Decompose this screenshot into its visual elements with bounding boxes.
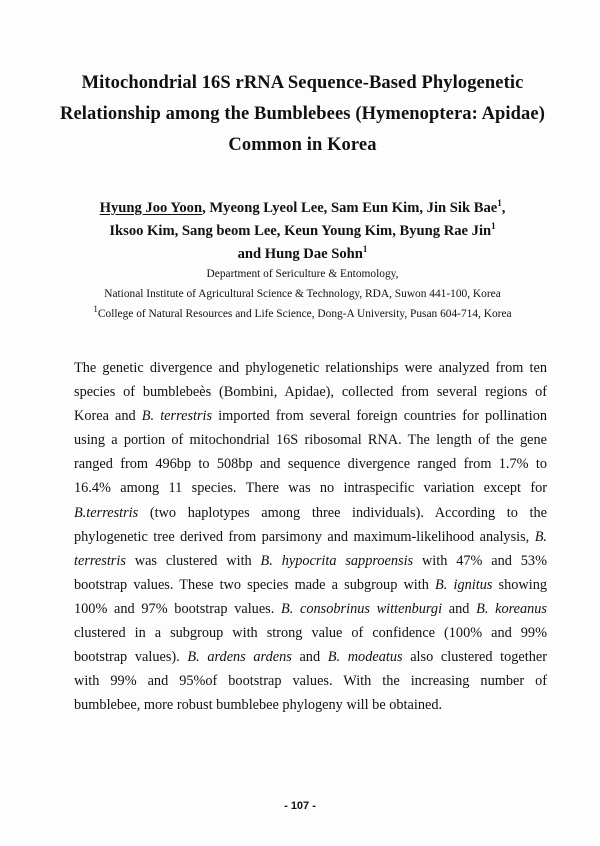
species-name: B. terrestris <box>141 408 213 425</box>
author-line-2 <box>40 220 565 243</box>
abstract-line: bumblebee, more robust bumblebee phylogeny will be obtained. <box>74 697 443 714</box>
species-name: B. ardens ardens <box>187 649 292 666</box>
abstract-text: (two haplotypes among three individuals). According to the <box>138 504 547 521</box>
abstract-text: Korea and <box>74 408 142 425</box>
abstract-line <box>74 501 547 525</box>
abstract-line: ranged from 496bp to 508bp and sequence divergence ranged from 1.7% to <box>74 456 547 473</box>
abstract-line <box>74 404 547 428</box>
abstract-line: with 99% and 95%of bootstrap values. With the increasing number of <box>74 673 547 690</box>
affiliation-line-2: National Institute of Agricultural Science & Technology, RDA, Suwon 441-100, Korea <box>104 288 501 300</box>
author-line-3 <box>40 243 565 266</box>
abstract-text: showing <box>492 576 548 593</box>
affiliation-marker: 1 <box>93 304 98 315</box>
affiliation-line-3-text: College of Natural Resources and Life Science, Dong-A University, Pusan 604-714, Korea <box>97 308 512 320</box>
species-name: B. ignitus <box>435 576 493 593</box>
abstract-line <box>74 549 547 573</box>
affiliation-line-1: Department of Sericulture & Entomology, <box>206 268 399 280</box>
species-name: B. modeatus <box>327 649 403 666</box>
abstract-line: clustered in a subgroup with strong value of confidence (100% and 99% <box>74 625 547 642</box>
title-line-3: Common in Korea <box>228 135 377 155</box>
author-list <box>40 197 565 266</box>
title-line-1: Mitochondrial 16S rRNA Sequence-Based Phylogenetic <box>81 73 524 93</box>
title-line-2: Relationship among the Bumblebees (Hymenoptera: Apidae) <box>60 104 545 124</box>
author-line-1: Hyung Joo Yoon, Myeong Lyeol Lee, Sam Eun Kim, Jin Sik Bae$^1$, <box>99 198 506 216</box>
abstract-text: with 47% and 53% <box>413 552 547 569</box>
abstract-line <box>74 573 547 597</box>
abstract-line: 16.4% among 11 species. There was no intraspecific variation except for <box>74 480 547 497</box>
first-author: Hyung Joo Yoon <box>99 200 203 216</box>
abstract-text: phylogenetic tree derived from parsimony and maximum-likelihood analysis, <box>74 528 535 545</box>
species-name: B.terrestris <box>74 504 139 521</box>
abstract-line <box>74 597 547 621</box>
abstract-text: was clustered with <box>125 552 261 569</box>
affiliation-line-3 <box>40 304 565 324</box>
abstract-text: and <box>291 649 328 666</box>
abstract-body <box>74 356 547 717</box>
affiliation-marker: 1 <box>362 244 368 255</box>
abstract-text: bootstrap values. These two species made a subgroup with <box>74 576 436 593</box>
page-number: - 107 - <box>284 800 316 812</box>
affiliation-marker: 1 <box>497 198 502 209</box>
author-line-1-rest: , Myeong Lyeol Lee, Sam Eun Kim, Jin Sik Bae <box>202 200 498 216</box>
species-name: B. consobrinus wittenburgi <box>281 600 443 617</box>
abstract-line: species of bumblebeès (Bombini, Apidae), collected from several regions of <box>74 384 547 401</box>
species-name: B. hypocrita sapproensis <box>260 552 414 569</box>
abstract-line: using a portion of mitochondrial 16S ribosomal RNA. The length of the gene <box>74 432 547 449</box>
abstract-text: and <box>442 600 477 617</box>
abstract-line <box>74 525 547 549</box>
author-line-3-text: and Hung Dae Sohn <box>237 246 363 262</box>
paper-title <box>40 68 565 161</box>
affiliations <box>40 264 565 324</box>
affiliation-marker: 1 <box>491 221 496 232</box>
abstract-text: bootstrap values). <box>74 649 188 666</box>
author-line-2-text: Iksoo Kim, Sang beom Lee, Keun Young Kim, Byung Rae Jin <box>109 223 492 239</box>
species-name: B. koreanus <box>476 600 548 617</box>
species-name: terrestris <box>74 552 126 569</box>
abstract-text: imported from several foreign countries for pollination <box>212 408 547 425</box>
abstract-line: The genetic divergence and phylogenetic relationships were analyzed from ten <box>74 360 547 376</box>
abstract-text: 100% and 97% bootstrap values. <box>74 600 282 617</box>
abstract-text: also clustered together <box>402 649 548 666</box>
abstract-line <box>74 645 547 669</box>
species-name: B. <box>534 528 547 545</box>
